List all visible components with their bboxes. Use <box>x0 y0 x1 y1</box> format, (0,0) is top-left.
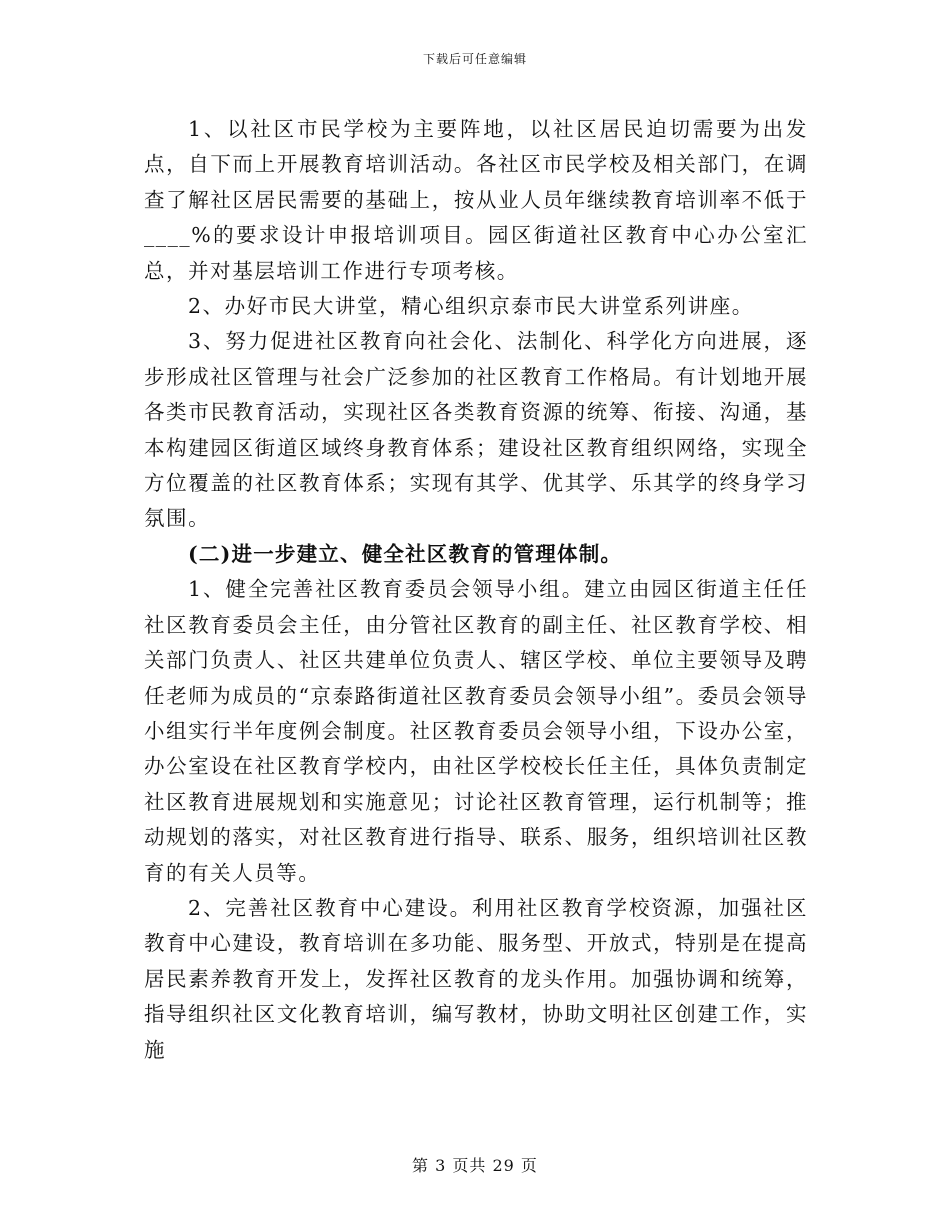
section-heading: (二)进一步建立、健全社区教育的管理体制。 <box>188 541 623 566</box>
page-footer: 第 3 页共 29 页 <box>412 1156 538 1175</box>
paragraph-3: 3、努力促进社区教育向社会化、法制化、科学化方向进展，逐步形成社区管理与社会广泛参加的社区教育工作格局。有计划地开展各类市民教育活动，实现社区各类教育资源的统筹、衔接、沟通，基本构建园区街道区域终身教育体系；建设社区教育组织网络，实现全方位覆盖的社区教育体系；实现有其学、优其学、乐其学的终身学习氛围。 <box>144 329 808 531</box>
paragraph-4: 1、健全完善社区教育委员会领导小组。建立由园区街道主任任社区教育委员会主任，由分管社区教育的副主任、社区教育学校、相关部门负责人、社区共建单位负责人、辖区学校、单位主要领导及聘任老师为成员的“京泰路街道社区教育委员会领导小组”。委员会领导小组实行半年度例会制度。社区教育委员会领导小组，下设办公室，办公室设在社区教育学校内，由社区学校校长任主任，具体负责制定社区教育进展规划和实施意见；讨论社区教育管理，运行机制等；推动规划的落实，对社区教育进行指导、联系、服务，组织培训社区教育的有关人员等。 <box>144 577 808 885</box>
paragraph-5: 2、完善社区教育中心建设。利用社区教育学校资源，加强社区教育中心建设，教育培训在多功能、服务型、开放式，特别是在提高居民素养教育开发上，发挥社区教育的龙头作用。加强协调和统筹，指导组织社区文化教育培训，编写教材，协助文明社区创建工作，实施 <box>144 895 808 1062</box>
document-body <box>144 112 808 1068</box>
paragraph-1: 1、以社区市民学校为主要阵地，以社区居民迫切需要为出发点，自下而上开展教育培训活动。各社区市民学校及相关部门，在调查了解社区居民需要的基础上，按从业人员年继续教育培训率不低于____%的要求设计申报培训项目。园区街道社区教育中心办公室汇总，并对基层培训工作进行专项考核。 <box>144 117 808 283</box>
paragraph-2: 2、办好市民大讲堂，精心组织京泰市民大讲堂系列讲座。 <box>188 294 754 319</box>
page-header: 下载后可任意编辑 <box>422 52 527 66</box>
